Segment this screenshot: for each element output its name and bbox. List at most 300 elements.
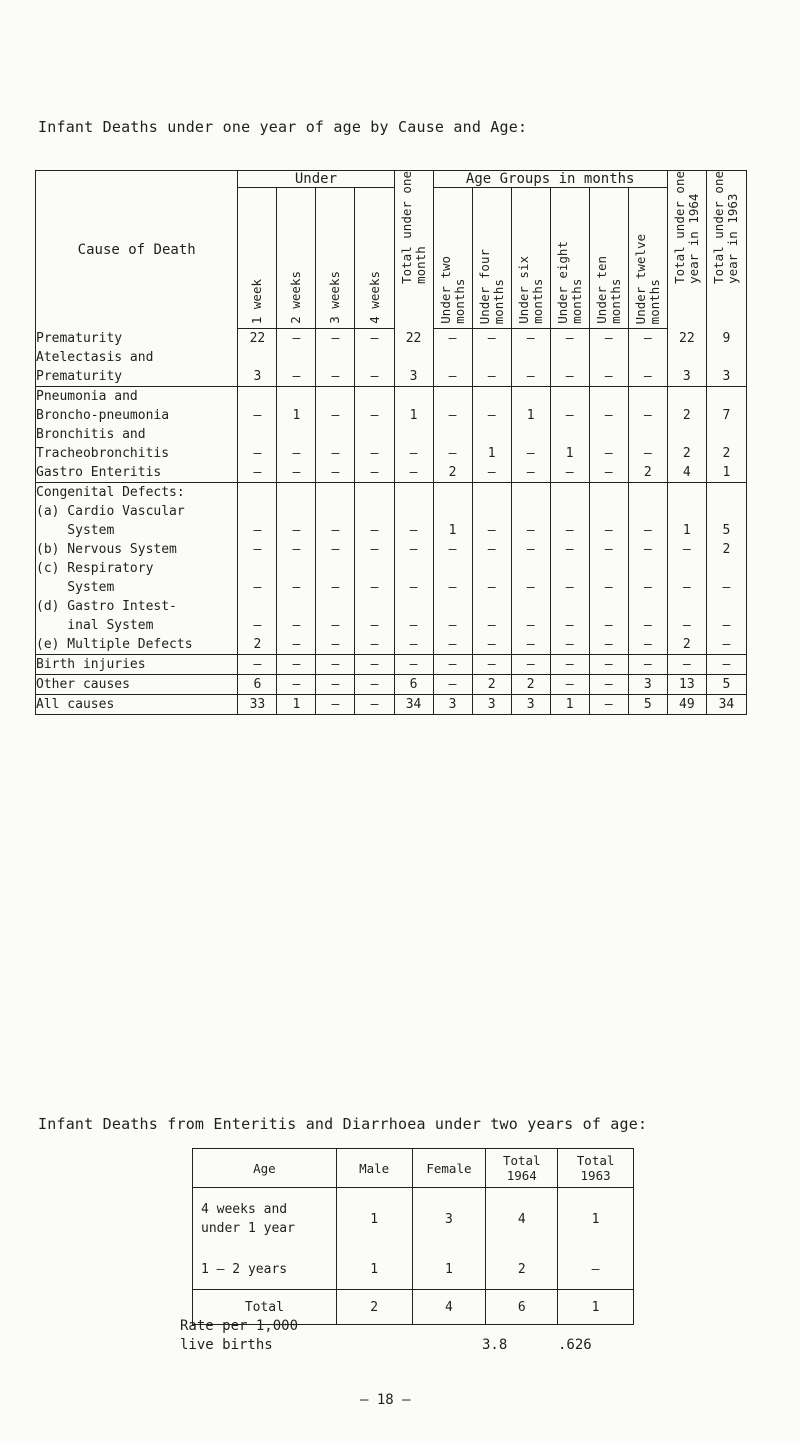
table-value: 3 xyxy=(445,1212,453,1227)
value-cell xyxy=(277,329,316,387)
spacer xyxy=(277,502,315,521)
table-value: – xyxy=(643,331,652,346)
spacer xyxy=(551,387,589,406)
table-value: – xyxy=(409,657,418,672)
table-value: – xyxy=(682,618,691,633)
spacer xyxy=(355,425,393,444)
value-cell xyxy=(433,483,472,655)
table-value: – xyxy=(331,542,340,557)
table-value: 2 xyxy=(722,446,731,461)
spacer xyxy=(473,559,511,578)
value-cell xyxy=(433,655,472,675)
cause-label: Other causes xyxy=(36,677,130,692)
spacer xyxy=(590,502,628,521)
spacer xyxy=(512,559,550,578)
table-value: – xyxy=(253,542,262,557)
table-value: – xyxy=(526,637,535,652)
table-value: – xyxy=(682,580,691,595)
value-cell xyxy=(511,387,550,483)
table-value: – xyxy=(591,1262,600,1277)
value-cell xyxy=(316,675,355,695)
spacer xyxy=(355,559,393,578)
table-value: – xyxy=(604,697,613,712)
table-value: – xyxy=(526,446,535,461)
cause-label: Pneumonia and xyxy=(36,389,138,404)
value-cell xyxy=(394,329,433,387)
table-value: 3 xyxy=(487,697,496,712)
table-value xyxy=(355,483,393,502)
spacer xyxy=(707,559,746,578)
table-value: 3 xyxy=(682,368,691,384)
value-cell xyxy=(394,675,433,695)
table-value: – xyxy=(253,446,262,461)
value-cell xyxy=(550,483,589,655)
value-cell xyxy=(316,483,355,655)
table-value: – xyxy=(409,465,418,480)
value-cell xyxy=(511,655,550,675)
table-value: 22 xyxy=(249,331,266,346)
spacer xyxy=(668,425,706,444)
value-cell xyxy=(277,695,316,715)
table-value: 3 xyxy=(448,697,457,712)
spacer xyxy=(316,387,354,406)
table-value: 2 xyxy=(643,465,652,480)
value-cell xyxy=(355,655,394,675)
cause-label: Tracheobronchitis xyxy=(36,446,170,461)
value-cell xyxy=(238,655,277,675)
cause-label: Prematurity xyxy=(36,330,123,346)
spacer xyxy=(434,559,472,578)
table-value: 2 xyxy=(253,637,262,652)
table-value: 2 xyxy=(526,677,535,692)
value-cell xyxy=(238,329,277,387)
spacer xyxy=(473,387,511,406)
table-value: 6 xyxy=(253,677,262,692)
value-cell xyxy=(412,1248,486,1290)
spacer xyxy=(434,425,472,444)
cause-label: (c) Respiratory xyxy=(36,561,154,576)
table-value: – xyxy=(331,465,340,480)
table-value: 1 xyxy=(445,1262,453,1277)
value-cell xyxy=(706,655,746,675)
table-value: – xyxy=(565,657,574,672)
col-header-under-4-months: Under four months xyxy=(472,188,511,329)
table-value: 1 xyxy=(526,408,535,423)
col-header-under-8-months: Under eight months xyxy=(550,188,589,329)
table-value: – xyxy=(526,618,535,633)
value-cell xyxy=(336,1188,412,1249)
table-value: – xyxy=(565,618,574,633)
cause-label: (b) Nervous System xyxy=(36,542,177,557)
table-value: – xyxy=(370,580,379,595)
spacer xyxy=(629,387,667,406)
col-header-female: Female xyxy=(412,1149,486,1188)
table-value: 9 xyxy=(722,330,731,346)
table-value: – xyxy=(604,657,613,672)
value-cell xyxy=(472,483,511,655)
table-section xyxy=(36,675,747,695)
table-value: – xyxy=(409,637,418,652)
table-value: – xyxy=(526,657,535,672)
value-cell xyxy=(355,483,394,655)
table-value: – xyxy=(722,618,731,633)
value-cell xyxy=(277,483,316,655)
value-cell xyxy=(511,329,550,387)
value-cell xyxy=(355,695,394,715)
value-cell xyxy=(316,695,355,715)
value-cell xyxy=(550,655,589,675)
spacer xyxy=(590,387,628,406)
table-value: – xyxy=(643,523,652,538)
spacer xyxy=(512,387,550,406)
under-group-header: Under xyxy=(238,171,394,188)
table-value: – xyxy=(370,657,379,672)
cause-label: Birth injuries xyxy=(36,657,146,672)
table-value: 2 xyxy=(682,637,691,652)
table-value: 7 xyxy=(722,408,731,423)
table-value: – xyxy=(565,408,574,423)
table-value: – xyxy=(331,677,340,692)
table-value: – xyxy=(292,542,301,557)
table-value: – xyxy=(565,465,574,480)
value-cell xyxy=(316,655,355,675)
table-value: 2 xyxy=(682,446,691,461)
table-value: – xyxy=(409,446,418,461)
table-value: – xyxy=(331,523,340,538)
table-value: – xyxy=(643,542,652,557)
cause-label: Congenital Defects: xyxy=(36,485,185,500)
table-value: – xyxy=(370,465,379,480)
total-label: Total xyxy=(193,1290,337,1325)
value-cell xyxy=(394,387,433,483)
table-value: – xyxy=(370,408,379,423)
enteritis-table xyxy=(192,1148,634,1325)
table-value: – xyxy=(331,369,340,384)
spacer xyxy=(629,559,667,578)
col-header-total-1964: Total under one year in 1964 xyxy=(667,171,706,329)
spacer xyxy=(487,1200,556,1210)
table-value: 4 xyxy=(682,465,691,480)
cause-cell xyxy=(36,675,238,695)
total-value: 4 xyxy=(412,1290,486,1325)
table-value: – xyxy=(526,331,535,346)
value-cell xyxy=(472,675,511,695)
table-value: – xyxy=(448,408,457,423)
table-value: – xyxy=(565,523,574,538)
table-value: – xyxy=(643,618,652,633)
col-header-total-1963-small: Total 1963 xyxy=(558,1149,634,1188)
infant-deaths-table xyxy=(35,170,747,715)
age-label: 4 weeks and xyxy=(201,1202,288,1217)
spacer xyxy=(316,502,354,521)
col-header-total-1964-small: Total 1964 xyxy=(486,1149,558,1188)
table-value xyxy=(395,483,433,502)
rate-value-1964: 3.8 xyxy=(482,1337,508,1353)
table-value: – xyxy=(331,697,340,712)
table-value: 3 xyxy=(253,369,262,384)
value-cell xyxy=(277,675,316,695)
spacer xyxy=(629,425,667,444)
table-value: 1 xyxy=(292,408,301,423)
spacer xyxy=(551,425,589,444)
cause-label: (e) Multiple Defects xyxy=(36,637,193,652)
value-cell xyxy=(628,387,667,483)
spacer xyxy=(551,348,589,367)
table-value: – xyxy=(604,542,613,557)
table-value: – xyxy=(292,331,301,346)
table-value: 2 xyxy=(448,465,457,480)
spacer xyxy=(707,387,746,406)
table-value: – xyxy=(487,369,496,384)
value-cell xyxy=(355,387,394,483)
value-cell xyxy=(472,695,511,715)
value-cell xyxy=(706,483,746,655)
col-header-under-10-months: Under ten months xyxy=(589,188,628,329)
cause-label: (a) Cardio Vascular xyxy=(36,504,185,519)
spacer xyxy=(590,559,628,578)
table-value: – xyxy=(253,408,262,423)
table-value: – xyxy=(370,677,379,692)
spacer xyxy=(238,597,276,616)
table-value: – xyxy=(526,523,535,538)
value-cell xyxy=(238,387,277,483)
cause-label: (d) Gastro Intest- xyxy=(36,599,177,614)
table-value: – xyxy=(565,677,574,692)
cause-header: Cause of Death xyxy=(36,171,238,329)
spacer xyxy=(512,502,550,521)
table-value: – xyxy=(565,637,574,652)
table-value: 1 xyxy=(565,446,574,461)
cause-label: Bronchitis and xyxy=(36,427,146,442)
table-value: – xyxy=(409,523,418,538)
value-cell xyxy=(433,695,472,715)
spacer xyxy=(355,597,393,616)
spacer xyxy=(473,597,511,616)
table-section xyxy=(36,695,747,715)
table-value: – xyxy=(370,542,379,557)
spacer xyxy=(414,1200,485,1210)
table-value: – xyxy=(487,580,496,595)
table-value: – xyxy=(253,465,262,480)
table-value: – xyxy=(409,542,418,557)
table-value xyxy=(629,483,667,502)
table-value: 2 xyxy=(487,677,496,692)
value-cell xyxy=(667,483,706,655)
spacer xyxy=(316,425,354,444)
table-value: – xyxy=(331,446,340,461)
table-value: – xyxy=(487,523,496,538)
spacer xyxy=(668,597,706,616)
table-value: – xyxy=(643,637,652,652)
table-value: – xyxy=(565,542,574,557)
table-value: – xyxy=(331,331,340,346)
value-cell xyxy=(628,483,667,655)
spacer xyxy=(707,425,746,444)
value-cell xyxy=(336,1248,412,1290)
col-header-under-6-months: Under six months xyxy=(511,188,550,329)
age-groups-header: Age Groups in months xyxy=(433,171,667,188)
table-value: – xyxy=(448,657,457,672)
spacer xyxy=(238,387,276,406)
table-value: – xyxy=(253,657,262,672)
table-value: – xyxy=(370,637,379,652)
value-cell xyxy=(667,387,706,483)
value-cell xyxy=(628,695,667,715)
table-value: – xyxy=(487,657,496,672)
total-value: 1 xyxy=(558,1290,634,1325)
cause-cell xyxy=(36,695,238,715)
spacer xyxy=(707,597,746,616)
table-value: – xyxy=(487,542,496,557)
table-value: 3 xyxy=(526,697,535,712)
spacer xyxy=(559,1200,632,1210)
table-value: – xyxy=(565,331,574,346)
spacer xyxy=(473,502,511,521)
table-value: – xyxy=(526,369,535,384)
table-value: 1 xyxy=(682,523,691,538)
table-value: – xyxy=(448,331,457,346)
value-cell xyxy=(472,329,511,387)
table-value: – xyxy=(448,580,457,595)
spacer xyxy=(395,425,433,444)
table-value: – xyxy=(409,580,418,595)
table-value: – xyxy=(565,369,574,384)
spacer xyxy=(551,597,589,616)
table-value: 1 xyxy=(448,523,457,538)
table-value: – xyxy=(370,446,379,461)
table-value: 2 xyxy=(682,408,691,423)
cause-label: System xyxy=(36,580,115,595)
table-value xyxy=(512,483,550,502)
spacer xyxy=(434,348,472,367)
table-value: – xyxy=(722,580,731,595)
col-header-1-week: 1 week xyxy=(238,188,277,329)
total-value: 2 xyxy=(336,1290,412,1325)
table-value: 4 xyxy=(517,1212,526,1227)
table-value: 3 xyxy=(643,677,652,692)
value-cell xyxy=(433,329,472,387)
cause-label: System xyxy=(36,523,115,538)
table-value: – xyxy=(253,523,262,538)
value-cell xyxy=(628,675,667,695)
col-header-3-weeks: 3 weeks xyxy=(316,188,355,329)
value-cell xyxy=(589,483,628,655)
spacer xyxy=(395,597,433,616)
table-value: – xyxy=(722,637,731,652)
cause-cell xyxy=(36,387,238,483)
table-value: – xyxy=(643,446,652,461)
spacer xyxy=(590,348,628,367)
table-value: 3 xyxy=(722,368,731,384)
cause-label: Prematurity xyxy=(36,368,123,384)
table-section xyxy=(36,387,747,483)
age-label-cell xyxy=(193,1248,337,1290)
spacer xyxy=(238,502,276,521)
table-value: 2 xyxy=(517,1262,526,1277)
value-cell xyxy=(558,1188,634,1249)
cause-label: inal System xyxy=(36,618,154,633)
table-value: – xyxy=(604,523,613,538)
value-cell xyxy=(667,675,706,695)
rate-label-line1: Rate per 1,000 xyxy=(180,1318,299,1334)
value-cell xyxy=(433,387,472,483)
table-value: – xyxy=(253,580,262,595)
cause-label: Broncho-pneumonia xyxy=(36,408,170,423)
cause-label: Gastro Enteritis xyxy=(36,465,162,480)
value-cell xyxy=(238,695,277,715)
table-value: – xyxy=(604,369,613,384)
col-header-age: Age xyxy=(193,1149,337,1188)
table-value: – xyxy=(409,618,418,633)
table-value: 6 xyxy=(409,677,418,692)
table-value: – xyxy=(604,618,613,633)
col-header-under-2-months: Under two months xyxy=(433,188,472,329)
spacer xyxy=(395,502,433,521)
rate-label-line2: live births xyxy=(180,1337,273,1353)
value-cell xyxy=(550,387,589,483)
table-section xyxy=(36,329,747,387)
spacer xyxy=(590,597,628,616)
value-cell xyxy=(412,1188,486,1249)
table-value: 1 xyxy=(722,465,731,480)
spacer xyxy=(551,502,589,521)
value-cell xyxy=(667,329,706,387)
age-label: 1 – 2 years xyxy=(201,1262,288,1277)
table-value: 1 xyxy=(370,1212,379,1227)
value-cell xyxy=(472,655,511,675)
table-value xyxy=(707,483,746,502)
table-value: 49 xyxy=(679,697,695,712)
table-value xyxy=(434,483,472,502)
spacer xyxy=(629,348,667,367)
table-value: – xyxy=(370,523,379,538)
value-cell xyxy=(589,695,628,715)
table-value: – xyxy=(448,637,457,652)
spacer xyxy=(238,559,276,578)
table-value: – xyxy=(526,580,535,595)
cause-cell xyxy=(36,329,238,387)
table-value: – xyxy=(526,542,535,557)
value-cell xyxy=(706,695,746,715)
value-cell xyxy=(550,675,589,695)
table-value: 1 xyxy=(565,697,574,712)
table-value: – xyxy=(565,580,574,595)
spacer xyxy=(316,348,354,367)
table-value xyxy=(238,483,276,502)
spacer xyxy=(395,559,433,578)
col-header-4-weeks: 4 weeks xyxy=(355,188,394,329)
table-value: – xyxy=(682,542,691,557)
table-value: – xyxy=(370,618,379,633)
value-cell xyxy=(511,675,550,695)
table-value: 1 xyxy=(370,1262,379,1277)
value-cell xyxy=(550,329,589,387)
table-value: – xyxy=(448,446,457,461)
table-value: – xyxy=(448,542,457,557)
spacer xyxy=(512,425,550,444)
table-value: – xyxy=(292,657,301,672)
table-value: – xyxy=(643,369,652,384)
table-value: – xyxy=(487,465,496,480)
value-cell xyxy=(558,1248,634,1290)
value-cell xyxy=(277,655,316,675)
table-value: 22 xyxy=(679,330,695,346)
value-cell xyxy=(316,329,355,387)
spacer xyxy=(277,559,315,578)
spacer xyxy=(355,387,393,406)
value-cell xyxy=(706,387,746,483)
spacer xyxy=(473,348,511,367)
